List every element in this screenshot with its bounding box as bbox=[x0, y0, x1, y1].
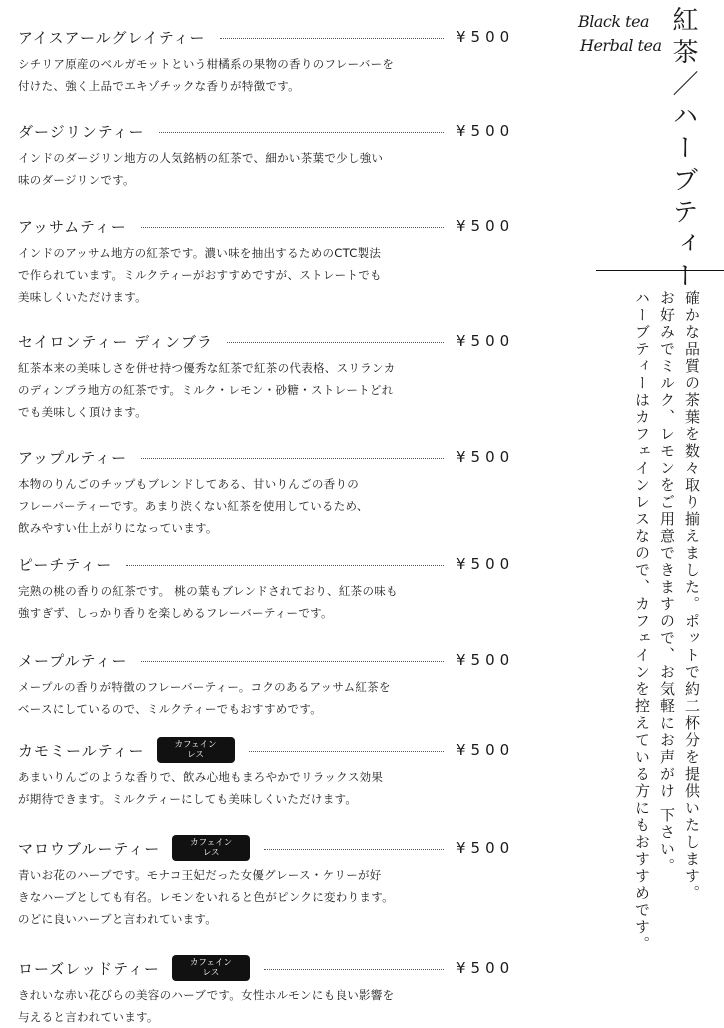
description-line: 美味しくいただけます。 bbox=[18, 290, 147, 304]
intro-text bbox=[629, 290, 704, 1010]
dotted-leader bbox=[264, 969, 444, 970]
script-title bbox=[578, 10, 664, 58]
description-line: のどに良いハーブと言われています。 bbox=[18, 912, 218, 926]
menu-item-price: ¥500 bbox=[456, 651, 515, 669]
title-divider bbox=[596, 270, 724, 271]
menu-item-price: ¥500 bbox=[456, 332, 515, 350]
menu-item-price: ¥500 bbox=[456, 959, 515, 977]
intro-paragraph: ハーブティーはカフェインレスなので、カフェインを控えている方にもおすすめです。 bbox=[633, 290, 651, 953]
menu-item bbox=[18, 328, 518, 423]
caffeine-free-badge: カフェイン レス bbox=[157, 737, 235, 763]
menu-item-header bbox=[18, 835, 518, 861]
menu-item-price: ¥500 bbox=[456, 217, 515, 235]
description-line: メープルの香りが特徴のフレーバーティー。コクのあるアッサム紅茶を bbox=[18, 680, 391, 694]
menu-item-header bbox=[18, 647, 518, 673]
menu-item-name: セイロンティー ディンブラ bbox=[18, 332, 213, 351]
menu-item-price: ¥500 bbox=[456, 555, 515, 573]
menu-item bbox=[18, 551, 518, 624]
description-line: で作られています。ミルクティーがおすすめですが、ストレートでも bbox=[18, 268, 382, 282]
menu-item-header bbox=[18, 737, 518, 763]
description-line: 付けた、強く上品でエキゾチックな香りが特徴です。 bbox=[18, 79, 300, 93]
description-line: あまいりんごのような香りで、飲み心地もまろやかでリラックス効果 bbox=[18, 770, 384, 784]
description-line: きなハーブとしても有名。レモンをいれると色がピンクに変わります。 bbox=[18, 890, 394, 904]
menu-item-name: アップルティー bbox=[18, 448, 128, 467]
caffeine-free-badge: カフェイン レス bbox=[172, 955, 250, 981]
dotted-leader bbox=[249, 751, 444, 752]
description-line: 本物のりんごのチップもブレンドしてある、甘いりんごの香りの bbox=[18, 477, 360, 491]
dotted-leader bbox=[126, 565, 444, 566]
menu-item-header bbox=[18, 24, 518, 50]
script-line-herbal-tea: Herbal tea bbox=[580, 36, 662, 55]
side-panel bbox=[580, 0, 724, 1024]
description-line: きれいな赤い花びらの美容のハーブです。女性ホルモンにも良い影響を bbox=[18, 988, 395, 1002]
caffeine-free-badge: カフェイン レス bbox=[172, 835, 250, 861]
description-line: インドのダージリン地方の人気銘柄の紅茶で、細かい茶葉で少し強い bbox=[18, 151, 384, 165]
menu-item-price: ¥500 bbox=[456, 28, 515, 46]
menu-item-description bbox=[18, 53, 458, 97]
menu-item-name: マロウブルーティー bbox=[18, 839, 161, 858]
description-line: フレーバーティーです。あまり渋くない紅茶を使用しているため、 bbox=[18, 499, 369, 513]
description-line: 完熟の桃の香りの紅茶です。 桃の葉もブレンドされており、紅茶の味も bbox=[18, 584, 398, 598]
script-line-black-tea: Black tea bbox=[578, 12, 650, 31]
dotted-leader bbox=[264, 849, 444, 850]
dotted-leader bbox=[220, 38, 444, 39]
menu-item-description bbox=[18, 147, 458, 191]
menu-item bbox=[18, 213, 518, 308]
description-line: 青いお花のハーブです。モナコ王妃だった女優グレース・ケリーが好 bbox=[18, 868, 382, 882]
menu-item-header bbox=[18, 551, 518, 577]
menu-item bbox=[18, 955, 518, 1028]
description-line: でも美味しく頂けます。 bbox=[18, 405, 147, 419]
description-line: のディンブラ地方の紅茶です。ミルク・レモン・砂糖・ストレートどれ bbox=[18, 383, 394, 397]
description-line: 強すぎず、しっかり香りを楽しめるフレーバーティーです。 bbox=[18, 606, 333, 620]
menu-item-description bbox=[18, 984, 458, 1028]
menu-item-name: ピーチティー bbox=[18, 555, 113, 574]
menu-item-description bbox=[18, 242, 458, 308]
menu-item-description bbox=[18, 473, 458, 539]
menu-item-price: ¥500 bbox=[456, 839, 515, 857]
menu-item-name: カモミールティー bbox=[18, 741, 145, 760]
description-line: インドのアッサム地方の紅茶です。濃い味を抽出するためのCTC製法 bbox=[18, 246, 382, 260]
description-line: 与えると言われています。 bbox=[18, 1010, 159, 1024]
menu-item-name: メープルティー bbox=[18, 651, 128, 670]
menu-item bbox=[18, 835, 518, 930]
menu-item-header bbox=[18, 328, 518, 354]
dotted-leader bbox=[141, 227, 444, 228]
page-title: 紅茶／ハーブティー bbox=[668, 6, 698, 294]
menu-item-price: ¥500 bbox=[456, 122, 515, 140]
description-line: ベースにしているので、ミルクティーでもおすすめです。 bbox=[18, 702, 323, 716]
menu-item bbox=[18, 737, 518, 810]
menu-item-description bbox=[18, 580, 458, 624]
menu-item-name: アッサムティー bbox=[18, 217, 127, 236]
dotted-leader bbox=[159, 132, 444, 133]
menu-item-name: アイスアールグレイティー bbox=[18, 28, 206, 47]
description-line: 紅茶本来の美味しさを併せ持つ優秀な紅茶で紅茶の代表格、スリランカ bbox=[18, 361, 396, 375]
menu-item-name: ローズレッドティー bbox=[18, 959, 160, 978]
menu-item-description bbox=[18, 766, 458, 810]
menu-item-price: ¥500 bbox=[456, 741, 515, 759]
description-line: 味のダージリンです。 bbox=[18, 173, 135, 187]
description-line: シチリア原産のベルガモットという柑橘系の果物の香りのフレーバーを bbox=[18, 57, 395, 71]
intro-paragraph: お好みでミルク、レモンをご用意できますので、お気軽にお声がけ 下さい。 bbox=[658, 290, 676, 875]
menu-item bbox=[18, 647, 518, 720]
menu-item-header bbox=[18, 213, 518, 239]
menu-item-description bbox=[18, 357, 458, 423]
dotted-leader bbox=[141, 661, 444, 662]
menu-item bbox=[18, 24, 518, 97]
menu-item-name: ダージリンティー bbox=[18, 122, 145, 141]
menu-item-description bbox=[18, 676, 458, 720]
menu-item bbox=[18, 444, 518, 539]
dotted-leader bbox=[141, 458, 444, 459]
menu-item-header bbox=[18, 118, 518, 144]
description-line: 飲みやすい仕上がりになっています。 bbox=[18, 521, 218, 535]
menu-item-description bbox=[18, 864, 458, 930]
menu-item-header bbox=[18, 444, 518, 470]
description-line: が期待できます。ミルクティーにしても美味しくいただけます。 bbox=[18, 792, 358, 806]
menu-item-price: ¥500 bbox=[456, 448, 515, 466]
menu-item bbox=[18, 118, 518, 191]
intro-paragraph: 確かな品質の茶葉を数々取り揃えました。ポットで約二杯分を提供いたします。 bbox=[683, 290, 701, 902]
dotted-leader bbox=[227, 342, 444, 343]
menu-item-header bbox=[18, 955, 518, 981]
